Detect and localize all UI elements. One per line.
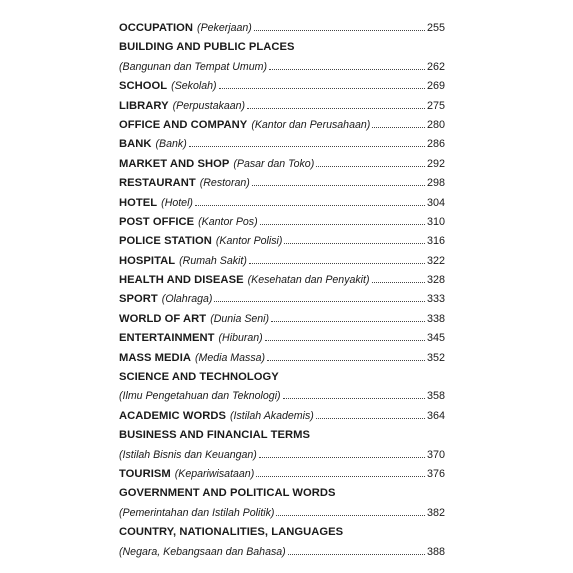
dot-leader	[252, 184, 425, 186]
toc-entry	[119, 465, 445, 484]
toc-entry-page-number: 345	[426, 332, 445, 345]
dot-leader	[269, 68, 425, 70]
dot-leader	[284, 242, 425, 244]
toc-entry-subtitle: (Kepariwisataan)	[174, 467, 255, 480]
toc-entry	[119, 543, 445, 562]
toc-entry-page-number: 269	[426, 80, 445, 93]
toc-entry-page-number: 364	[426, 409, 445, 422]
toc-entry-title: SCIENCE AND TECHNOLOGY	[119, 371, 279, 384]
toc-entry	[119, 446, 445, 465]
toc-entry-title: OCCUPATION	[119, 22, 194, 34]
toc-entry-title: POLICE STATION	[119, 235, 212, 248]
toc-entry-page-number: 358	[426, 390, 445, 403]
toc-entry-title: POST OFFICE	[119, 215, 195, 228]
toc-entry	[119, 252, 445, 271]
toc-entry	[119, 290, 445, 309]
toc-entry-subtitle: (Dunia Seni)	[210, 312, 270, 325]
toc-entry-page-number: 322	[426, 254, 445, 267]
toc-entry-title: ENTERTAINMENT	[119, 332, 215, 345]
toc-entry-page-number: 388	[426, 545, 445, 558]
toc-entry-page-number: 376	[426, 467, 445, 480]
toc-entry-title: MASS MEDIA	[119, 351, 191, 364]
toc-entry	[119, 194, 445, 213]
toc-entry	[119, 329, 445, 348]
toc-entry-subtitle: (Perpustakaan)	[172, 99, 246, 112]
toc-entry-title: RESTAURANT	[119, 177, 196, 190]
dot-leader	[195, 204, 425, 206]
toc-entry	[119, 368, 445, 387]
toc-entry-subtitle: (Istilah Akademis)	[229, 409, 314, 422]
toc-entry	[119, 19, 445, 38]
dot-leader	[316, 165, 425, 167]
dot-leader	[267, 359, 425, 361]
toc-entry-title: COUNTRY, NATIONALITIES, LANGUAGES	[119, 526, 344, 539]
dot-leader	[256, 475, 425, 477]
toc-entry	[119, 407, 445, 426]
dot-leader	[219, 87, 425, 89]
toc-entry-page-number: 333	[426, 293, 445, 306]
dot-leader	[254, 29, 425, 31]
dot-leader	[372, 281, 425, 283]
toc-entry-title: GOVERNMENT AND POLITICAL WORDS	[119, 487, 336, 500]
toc-entry-subtitle: (Kantor Polisi)	[215, 235, 283, 248]
toc-entry	[119, 504, 445, 523]
toc-entry-page-number: 298	[426, 177, 445, 190]
toc-entry-subtitle: (Hotel)	[161, 196, 193, 209]
toc-entry	[119, 174, 445, 193]
toc-entry-subtitle: (Ilmu Pengetahuan dan Teknologi)	[119, 390, 281, 403]
toc-entry-page-number: 262	[426, 60, 445, 73]
toc-entry	[119, 58, 445, 77]
toc-entry	[119, 523, 445, 542]
toc-entry-title: WORLD OF ART	[119, 312, 207, 325]
toc-entry-page-number: 310	[426, 215, 445, 228]
table-of-contents	[119, 19, 445, 562]
toc-entry-subtitle: (Kantor Pos)	[198, 215, 258, 228]
toc-entry-title: OFFICE AND COMPANY	[119, 118, 248, 131]
toc-entry	[119, 155, 445, 174]
toc-entry-subtitle: (Istilah Bisnis dan Keuangan)	[119, 448, 257, 461]
toc-entry	[119, 426, 445, 445]
toc-entry	[119, 38, 445, 57]
dot-leader	[276, 514, 425, 516]
toc-entry-subtitle: (Bangunan dan Tempat Umum)	[119, 60, 268, 73]
toc-entry-page-number: 286	[426, 138, 445, 151]
toc-entry-title: BUILDING AND PUBLIC PLACES	[119, 41, 295, 54]
toc-entry-page-number: 275	[426, 99, 445, 112]
toc-entry-subtitle: (Restoran)	[199, 177, 250, 190]
toc-entry-page-number: 280	[426, 118, 445, 131]
dot-leader	[271, 320, 425, 322]
toc-entry	[119, 116, 445, 135]
toc-entry-subtitle: (Pemerintahan dan Istilah Politik)	[119, 506, 275, 519]
dot-leader	[260, 223, 425, 225]
toc-entry	[119, 349, 445, 368]
toc-entry-title: BANK	[119, 138, 152, 151]
toc-entry-subtitle: (Kantor dan Perusahaan)	[251, 118, 371, 131]
toc-entry-subtitle: (Bank)	[155, 138, 187, 151]
toc-entry-subtitle: (Sekolah)	[171, 80, 217, 93]
toc-entry-title: HOTEL	[119, 196, 158, 209]
toc-entry-title: BUSINESS AND FINANCIAL TERMS	[119, 429, 310, 442]
toc-entry	[119, 271, 445, 290]
toc-entry-page-number: 316	[426, 235, 445, 248]
toc-entry	[119, 310, 445, 329]
toc-entry-page-number: 304	[426, 196, 445, 209]
dot-leader	[214, 300, 425, 302]
toc-entry	[119, 97, 445, 116]
toc-entry	[119, 213, 445, 232]
toc-entry	[119, 232, 445, 251]
toc-entry-page-number: 370	[426, 448, 445, 461]
toc-entry-subtitle: (Olahraga)	[161, 293, 213, 306]
toc-entry-subtitle: (Media Massa)	[194, 351, 266, 364]
toc-entry-page-number: 352	[426, 351, 445, 364]
toc-entry-page-number: 255	[426, 22, 445, 34]
toc-entry-page-number: 292	[426, 157, 445, 170]
toc-entry-subtitle: (Pasar dan Toko)	[233, 157, 315, 170]
toc-entry-page-number: 328	[426, 274, 445, 287]
toc-entry-title: LIBRARY	[119, 99, 169, 112]
dot-leader	[189, 145, 425, 147]
toc-entry-title: SCHOOL	[119, 80, 168, 93]
toc-entry-title: SPORT	[119, 293, 158, 306]
toc-entry-page-number: 382	[426, 506, 445, 519]
toc-entry	[119, 387, 445, 406]
dot-leader	[265, 339, 425, 341]
dot-leader	[283, 397, 425, 399]
dot-leader	[249, 262, 425, 264]
toc-entry-title: HEALTH AND DISEASE	[119, 274, 244, 287]
toc-entry-page-number: 338	[426, 312, 445, 325]
dot-leader	[259, 456, 425, 458]
toc-entry-subtitle: (Rumah Sakit)	[179, 254, 247, 267]
toc-entry-title: HOSPITAL	[119, 254, 176, 267]
toc-entry	[119, 135, 445, 154]
toc-entry-title: ACADEMIC WORDS	[119, 409, 226, 422]
toc-entry-subtitle: (Kesehatan dan Penyakit)	[247, 274, 370, 287]
dot-leader	[372, 126, 425, 128]
toc-entry-subtitle: (Negara, Kebangsaan dan Bahasa)	[119, 545, 286, 558]
dot-leader	[316, 417, 425, 419]
toc-entry-title: TOURISM	[119, 467, 171, 480]
dot-leader	[288, 553, 425, 555]
toc-entry-title: MARKET AND SHOP	[119, 157, 230, 170]
toc-entry-subtitle: (Hiburan)	[218, 332, 263, 345]
dot-leader	[247, 107, 425, 109]
toc-entry	[119, 484, 445, 503]
toc-entry	[119, 77, 445, 96]
toc-entry-subtitle: (Pekerjaan)	[197, 22, 252, 34]
